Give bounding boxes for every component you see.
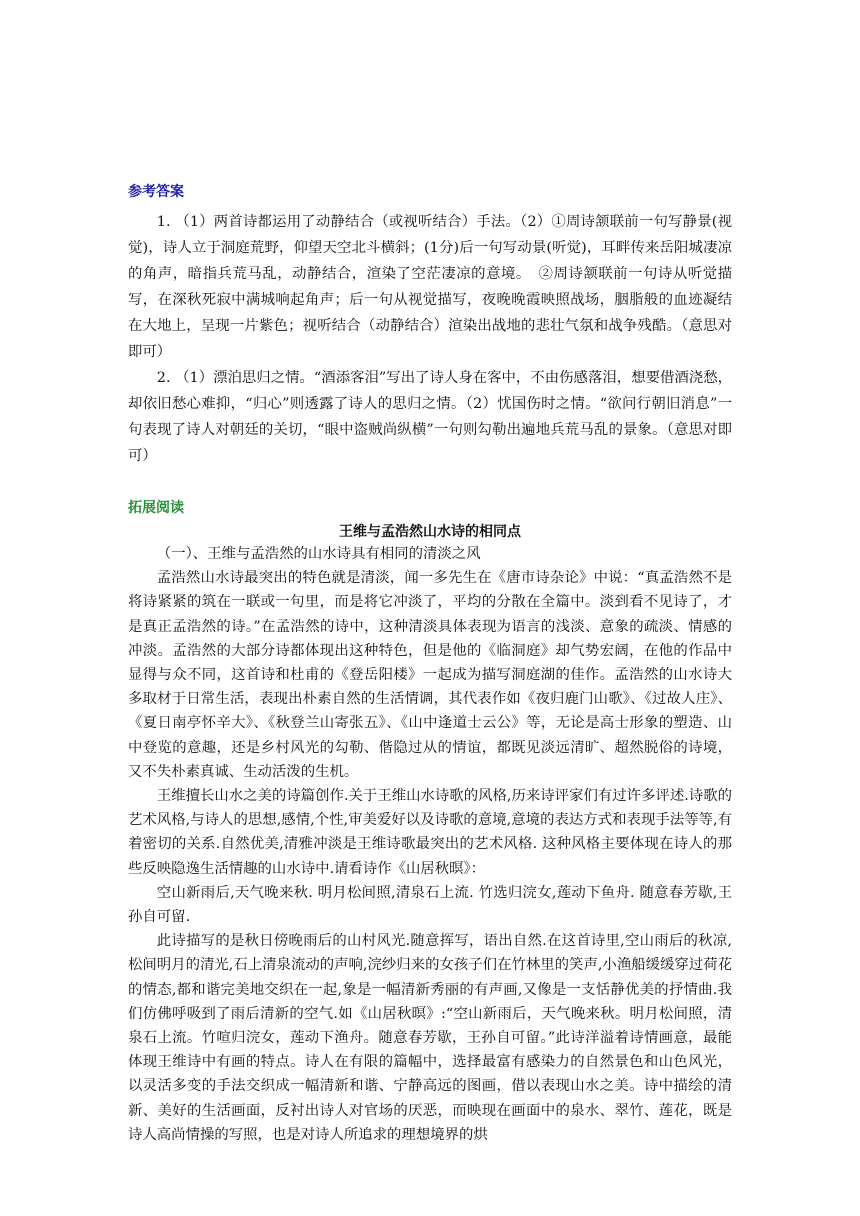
answer-1: 1. （1）两首诗都运用了动静结合（或视听结合）手法。（2）①周诗颔联前一句写静景(视觉)，诗人立于洞庭荒野，仰望天空北斗横斜；(1分)后一句写动景(听觉)，耳畔传来岳阳城凄凉的角声，暗指兵荒马乱，动静结合，渲染了空茫凄凉的意境。 ②周诗颔联前一句诗从听觉描写，在深秋死寂中满城响起角声；后一句从视觉描写，夜晚晚霞映照战场，胭脂般的血迹凝结在大地上，呈现一片紫色；视听结合（动静结合）渲染出战地的悲壮气氛和战争残酷。（意思对即可） xyxy=(128,214,732,360)
article-title: 王维与孟浩然山水诗的相同点 xyxy=(339,524,521,540)
reading-heading: 拓展阅读 xyxy=(128,500,184,516)
paragraph-2: 王维擅长山水之美的诗篇创作.关于王维山水诗歌的风格,历来诗评家们有过许多评述.诗歌的艺术风格,与诗人的思想,感情,个性,审美爱好以及诗歌的意境,意境的表达方式和表现手法等等,有着密切的关系.自然优美,清雅冲淡是王维诗歌最突出的艺术风格. 这种风格主要体现在诗人的那些反映隐逸生活情趣的山水诗中.请看诗作《山居秋暝》： xyxy=(128,788,732,877)
paragraph-3: 此诗描写的是秋日傍晚雨后的山村风光.随意挥写，语出自然.在这首诗里,空山雨后的秋凉,松间明月的清光,石上清泉流动的声响,浣纱归来的女孩子们在竹林里的笑声,小渔船缓缓穿过荷花的情态,都和谐完美地交织在一起,象是一幅清新秀丽的有声画,又像是一支恬静优美的抒情曲.我们仿佛呼吸到了雨后清新的空气.如《山居秋暝》:“空山新雨后，天气晚来秋。明月松间照，清泉石上流。竹喧归浣女，莲动下渔舟。随意春芳歇，王孙自可留。”此诗洋溢着诗情画意，最能体现王维诗中有画的特点。诗人在有限的篇幅中，选择最富有感染力的自然景色和山色风光，以灵活多变的手法交织成一幅清新和谐、宁静高远的图画，借以表现山水之美。诗中描绘的清新、美好的生活画面，反衬出诗人对官场的厌恶，而映现在画面中的泉水、翠竹、莲花，既是诗人高尚情操的写照，也是对诗人所追求的理想境界的烘 xyxy=(128,933,732,1143)
document-page xyxy=(128,182,732,1147)
answers-heading: 参考答案 xyxy=(128,184,184,200)
poem-text: 空山新雨后,天气晚来秋. 明月松间照,清泉石上流. 竹选归浣女,莲动下鱼舟. 随意春芳歇,王孙自可留. xyxy=(128,884,732,926)
section-heading: （一）、王维与孟浩然的山水诗具有相同的清淡之风 xyxy=(156,546,481,562)
paragraph-1: 孟浩然山水诗最突出的特色就是清淡，闻一多先生在《唐市诗杂论》中说：“真孟浩然不是将诗紧紧的筑在一联或一句里，而是将它冲淡了，平均的分散在全篇中。淡到看不见诗了，才是真正孟浩然的诗。”在孟浩然的诗中，这种清淡具体表现为语言的浅淡、意象的疏淡、情感的冲淡。孟浩然的大部分诗都体现出这种特色，但是他的《临洞庭》却气势宏阔，在他的作品中显得与众不同，这首诗和杜甫的《登岳阳楼》一起成为描写洞庭湖的佳作。孟浩然的山水诗大多取材于日常生活，表现出朴素自然的生活情调，其代表作如《夜归鹿门山歌》、《过故人庄》、《夏日南亭怀辛大》、《秋登兰山寄张五》、《山中逢道士云公》等，无论是高士形象的塑造、山中登览的意趣，还是乡村风光的勾勒、偕隐过从的情谊，都既见淡远清旷、超然脱俗的诗境，又不失朴素真诚、生动活泼的生机。 xyxy=(128,570,732,780)
answer-2: 2. （1）漂泊思归之情。“酒添客泪”写出了诗人身在客中，不由伤感落泪，想要借酒浇愁，却依旧愁心难抑，“归心”则透露了诗人的思归之情。（2）忧国伤时之情。“欲问行朝旧消息”一句表现了诗人对朝廷的关切，“眼中盗贼尚纵横”一句则勾勒出遍地兵荒马乱的景象。（意思对即可） xyxy=(128,370,732,464)
